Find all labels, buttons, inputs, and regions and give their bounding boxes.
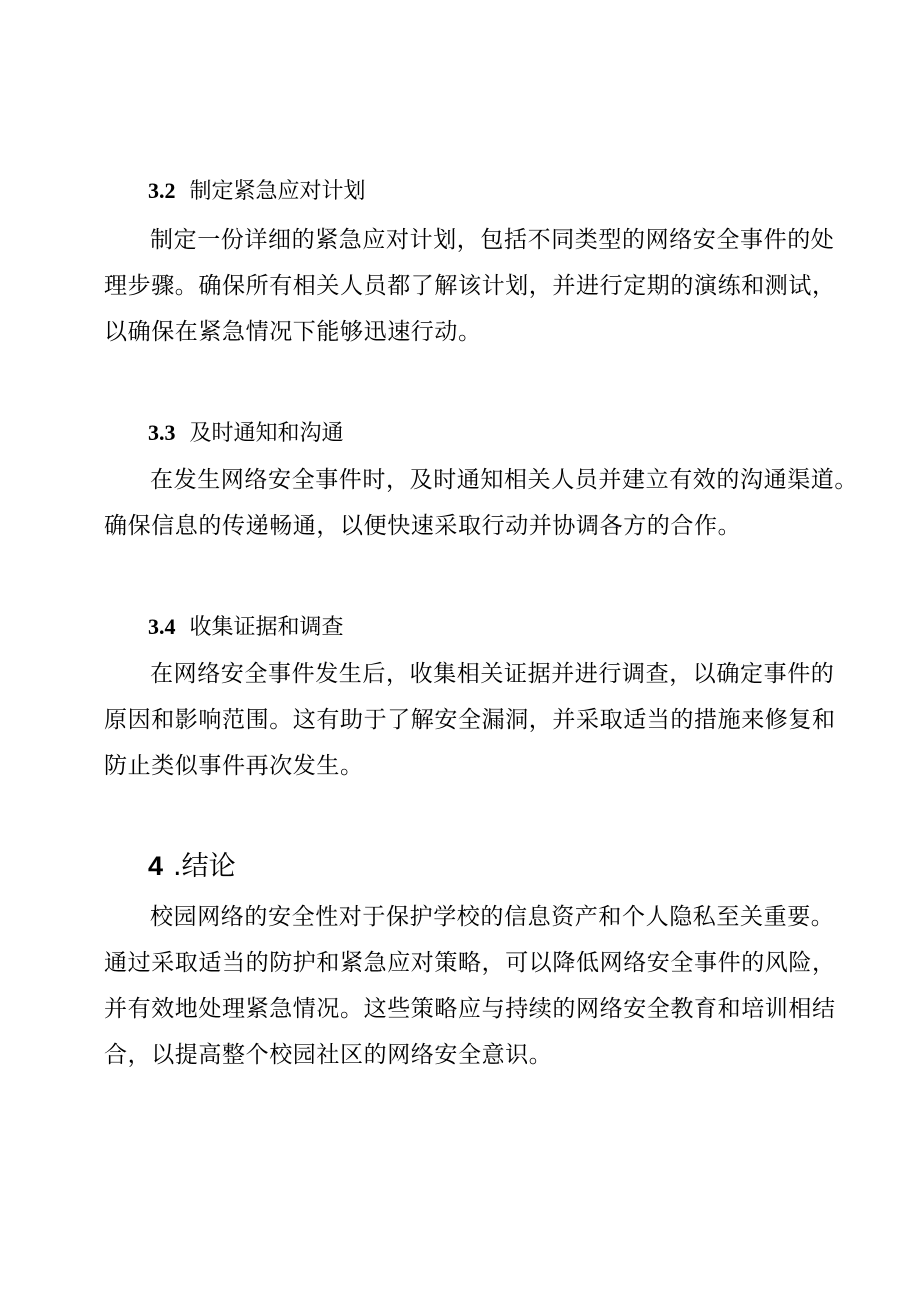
paragraph-line: 校园网络的安全性对于保护学校的信息资产和个人隐私至关重要。	[150, 904, 835, 930]
section-heading-3-2	[148, 176, 366, 207]
section-heading-3-3	[148, 418, 344, 449]
section-title: 收集证据和调查	[189, 615, 344, 640]
section-paragraph-3-2	[104, 217, 836, 355]
conclusion-paragraph	[104, 894, 836, 1078]
section-number: 3.2	[148, 178, 176, 203]
paragraph-line: 合，以提高整个校园社区的网络安全意识。	[104, 1042, 553, 1068]
section-heading-3-4	[148, 612, 344, 643]
paragraph-line: 并有效地处理紧急情况。这些策略应与持续的网络安全教育和培训相结	[104, 996, 836, 1022]
section-number: 3.4	[148, 614, 176, 639]
paragraph-line: 防止类似事件再次发生。	[104, 753, 364, 779]
paragraph-line: 在网络安全事件发生后，收集相关证据并进行调查，以确定事件的	[150, 661, 835, 687]
section-paragraph-3-3	[104, 457, 858, 549]
paragraph-line: 原因和影响范围。这有助于了解安全漏洞，并采取适当的措施来修复和	[104, 707, 836, 733]
section-number: 3.3	[148, 420, 176, 445]
chapter-heading-4	[148, 848, 236, 885]
chapter-title: .结论	[173, 851, 236, 882]
paragraph-line: 确保信息的传递畅通，以便快速采取行动并协调各方的合作。	[104, 513, 742, 539]
section-paragraph-3-4	[104, 651, 836, 789]
paragraph-line: 在发生网络安全事件时，及时通知相关人员并建立有效的沟通渠道。	[150, 467, 858, 493]
section-title: 及时通知和沟通	[189, 421, 344, 446]
paragraph-line: 以确保在紧急情况下能够迅速行动。	[104, 319, 482, 345]
paragraph-line: 理步骤。确保所有相关人员都了解该计划，并进行定期的演练和测试，	[104, 273, 836, 299]
chapter-number: 4	[148, 851, 164, 881]
section-title: 制定紧急应对计划	[189, 179, 366, 204]
paragraph-line: 制定一份详细的紧急应对计划，包括不同类型的网络安全事件的处	[150, 227, 835, 253]
paragraph-line: 通过采取适当的防护和紧急应对策略，可以降低网络安全事件的风险，	[104, 950, 836, 976]
